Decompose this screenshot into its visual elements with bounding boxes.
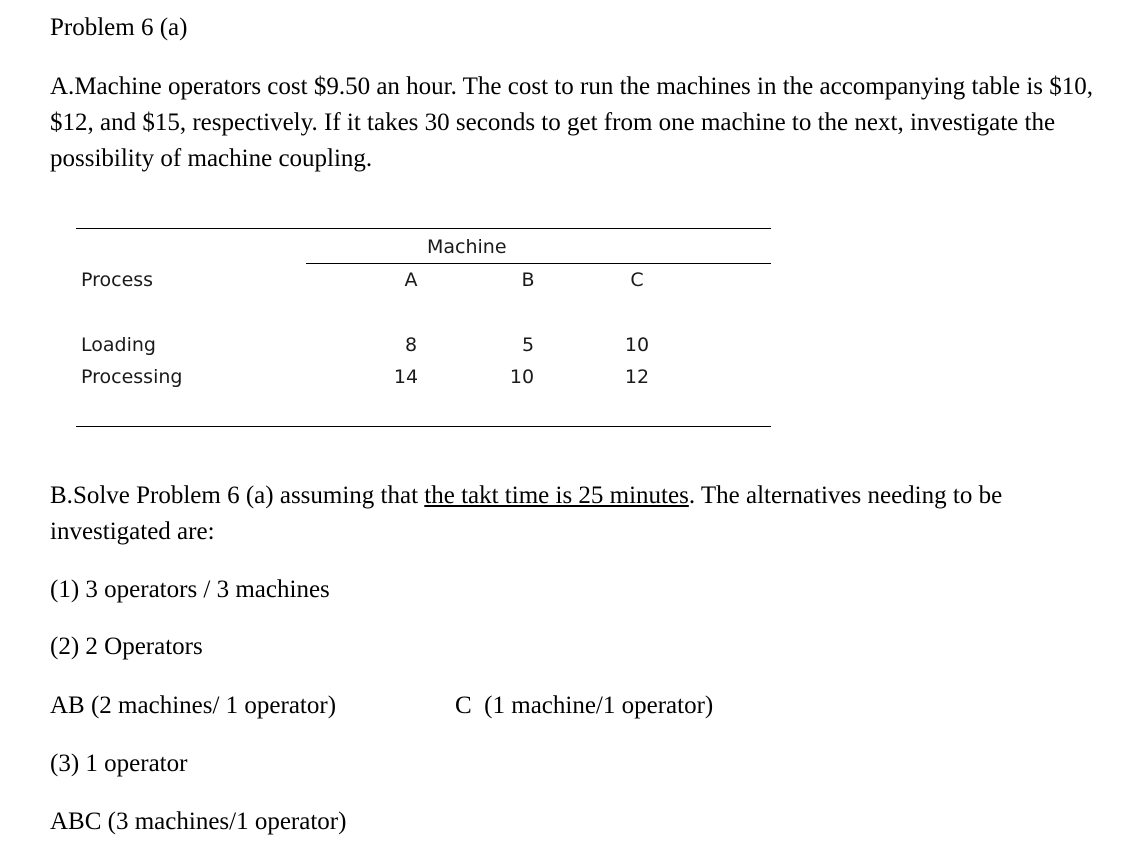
cell-processing-c: 12 [624, 366, 650, 388]
column-header-b: B [521, 269, 535, 291]
alternative-2-c: C (1 machine/1 operator) [455, 692, 714, 719]
part-b-paragraph [50, 478, 1110, 550]
part-b-text-after: . The alternatives needing to be investigated are: [50, 482, 1003, 545]
table-bottom-rule [76, 426, 771, 427]
alternative-3: (3) 1 operator [50, 750, 188, 777]
column-header-c: C [630, 269, 644, 291]
part-a-marker: A. [50, 73, 75, 100]
row-label-processing: Processing [81, 366, 183, 388]
cell-loading-b: 5 [521, 334, 535, 356]
alternative-1: (1) 3 operators / 3 machines [50, 576, 330, 603]
table-top-rule [76, 228, 771, 229]
takt-time-underlined: the takt time is 25 minutes [424, 482, 689, 509]
alternative-3-abc: ABC (3 machines/1 operator) [50, 808, 347, 835]
part-b-marker: B. [50, 482, 73, 509]
part-a-text: Machine operators cost $9.50 an hour. The cost to run the machines in the accompanying table is $10, $12, and $15, respectively. If it takes 30 seconds to get from one machine to the next, investigate the possibility of machine coupling. [50, 73, 1094, 172]
part-a-paragraph [50, 69, 1110, 177]
alternative-2-ab: AB (2 machines/ 1 operator) [50, 692, 337, 719]
alternative-2: (2) 2 Operators [50, 633, 203, 660]
machine-header-rule [306, 263, 771, 264]
cell-processing-a: 14 [393, 366, 419, 388]
problem-title: Problem 6 (a) [50, 14, 188, 41]
machine-group-header: Machine [427, 236, 507, 258]
part-b-text-before: Solve Problem 6 (a) assuming that [72, 482, 425, 509]
cell-processing-b: 10 [509, 366, 535, 388]
process-header: Process [81, 269, 154, 291]
cell-loading-a: 8 [404, 334, 418, 356]
row-label-loading: Loading [81, 334, 156, 356]
cell-loading-c: 10 [624, 334, 650, 356]
column-header-a: A [404, 269, 418, 291]
